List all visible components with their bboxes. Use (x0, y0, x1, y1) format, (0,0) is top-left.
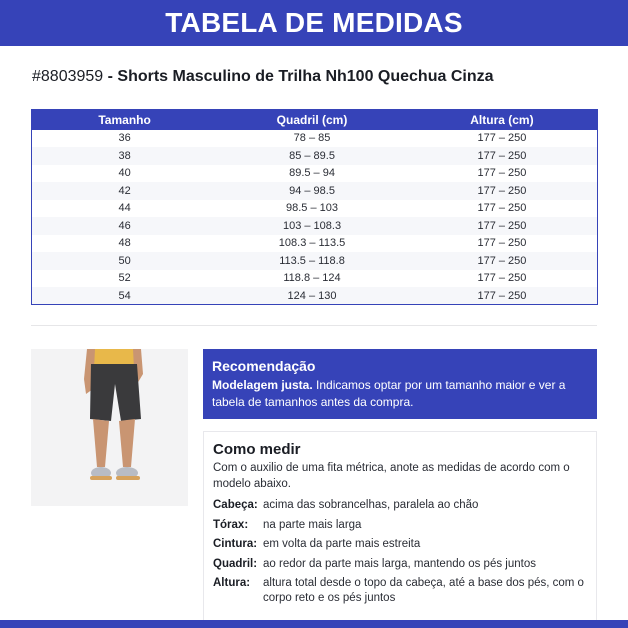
table-row (32, 200, 598, 218)
measure-item-height (213, 576, 587, 606)
table-row (32, 130, 598, 148)
cell-height: 177 – 250 (407, 165, 598, 183)
column-header-hip: Quadril (cm) (217, 110, 407, 130)
cell-size: 44 (32, 200, 218, 218)
cell-size: 36 (32, 130, 218, 148)
table-header-row (32, 110, 598, 130)
cell-size: 42 (32, 182, 218, 200)
measure-item-chest (213, 518, 587, 533)
table-row (32, 235, 598, 253)
cell-height: 177 – 250 (407, 147, 598, 165)
product-sku: #8803959 (32, 68, 104, 85)
product-separator: - (103, 68, 118, 85)
product-photo-shorts-icon (31, 349, 188, 506)
measure-label: Cabeça: (213, 499, 258, 511)
how-to-measure-box (203, 431, 597, 620)
table-row (32, 287, 598, 305)
cell-size: 38 (32, 147, 218, 165)
table-row (32, 217, 598, 235)
recommendation-body: Indicamos optar por um tamanho maior e ver a tabela de tamanhos antes da compra. (212, 378, 566, 409)
cell-height: 177 – 250 (407, 130, 598, 148)
cell-hip: 113.5 – 118.8 (217, 252, 407, 270)
recommendation-title: Recomendação (212, 358, 316, 374)
cell-hip: 98.5 – 103 (217, 200, 407, 218)
column-header-size: Tamanho (32, 110, 218, 130)
cell-hip: 89.5 – 94 (217, 165, 407, 183)
measure-item-hip (213, 557, 587, 572)
measure-label: Tórax: (213, 518, 249, 531)
cell-size: 46 (32, 217, 218, 235)
how-to-measure-title: Como medir (213, 441, 301, 458)
measure-label: Quadril: (213, 557, 258, 570)
cell-height: 177 – 250 (407, 252, 598, 270)
cell-size: 50 (32, 252, 218, 270)
product-image (31, 349, 188, 506)
measure-desc: acima das sobrancelhas, paralela ao chão (263, 499, 479, 511)
measure-item-head (213, 498, 587, 513)
cell-height: 177 – 250 (407, 182, 598, 200)
table-row (32, 165, 598, 183)
cell-hip: 94 – 98.5 (217, 182, 407, 200)
cell-height: 177 – 250 (407, 287, 598, 305)
section-divider (31, 325, 597, 326)
measure-desc: na parte mais larga (263, 518, 362, 531)
recommendation-bold: Modelagem justa. (212, 378, 313, 392)
measure-desc: ao redor da parte mais larga, mantendo os pés juntos (263, 557, 536, 570)
table-row (32, 182, 598, 200)
cell-size: 54 (32, 287, 218, 305)
product-title (32, 68, 494, 86)
cell-hip: 103 – 108.3 (217, 217, 407, 235)
cell-hip: 85 – 89.5 (217, 147, 407, 165)
table-row (32, 270, 598, 288)
product-name: Shorts Masculino de Trilha Nh100 Quechua Cinza (117, 68, 494, 85)
size-table (31, 109, 598, 305)
cell-height: 177 – 250 (407, 217, 598, 235)
table-row (32, 147, 598, 165)
cell-hip: 78 – 85 (217, 130, 407, 148)
recommendation-text (212, 377, 588, 411)
measure-desc: em volta da parte mais estreita (263, 538, 421, 550)
page-title: TABELA DE MEDIDAS (165, 7, 463, 38)
bottom-bar (0, 620, 628, 628)
page-title-banner (0, 0, 628, 46)
cell-hip: 108.3 – 113.5 (217, 235, 407, 253)
measure-item-waist (213, 537, 587, 552)
cell-height: 177 – 250 (407, 235, 598, 253)
cell-size: 52 (32, 270, 218, 288)
cell-size: 48 (32, 235, 218, 253)
measure-desc: altura total desde o topo da cabeça, até a base dos pés, com o corpo reto e os pés juntos (263, 577, 584, 604)
recommendation-box (203, 349, 597, 419)
cell-hip: 118.8 – 124 (217, 270, 407, 288)
cell-size: 40 (32, 165, 218, 183)
cell-hip: 124 – 130 (217, 287, 407, 305)
how-to-measure-intro: Com o auxilio de uma fita métrica, anote as medidas de acordo com o modelo abaixo. (213, 462, 570, 490)
measure-label: Altura: (213, 577, 251, 589)
measure-label: Cintura: (213, 538, 258, 550)
table-row (32, 252, 598, 270)
cell-height: 177 – 250 (407, 270, 598, 288)
cell-height: 177 – 250 (407, 200, 598, 218)
column-header-height: Altura (cm) (407, 110, 598, 130)
